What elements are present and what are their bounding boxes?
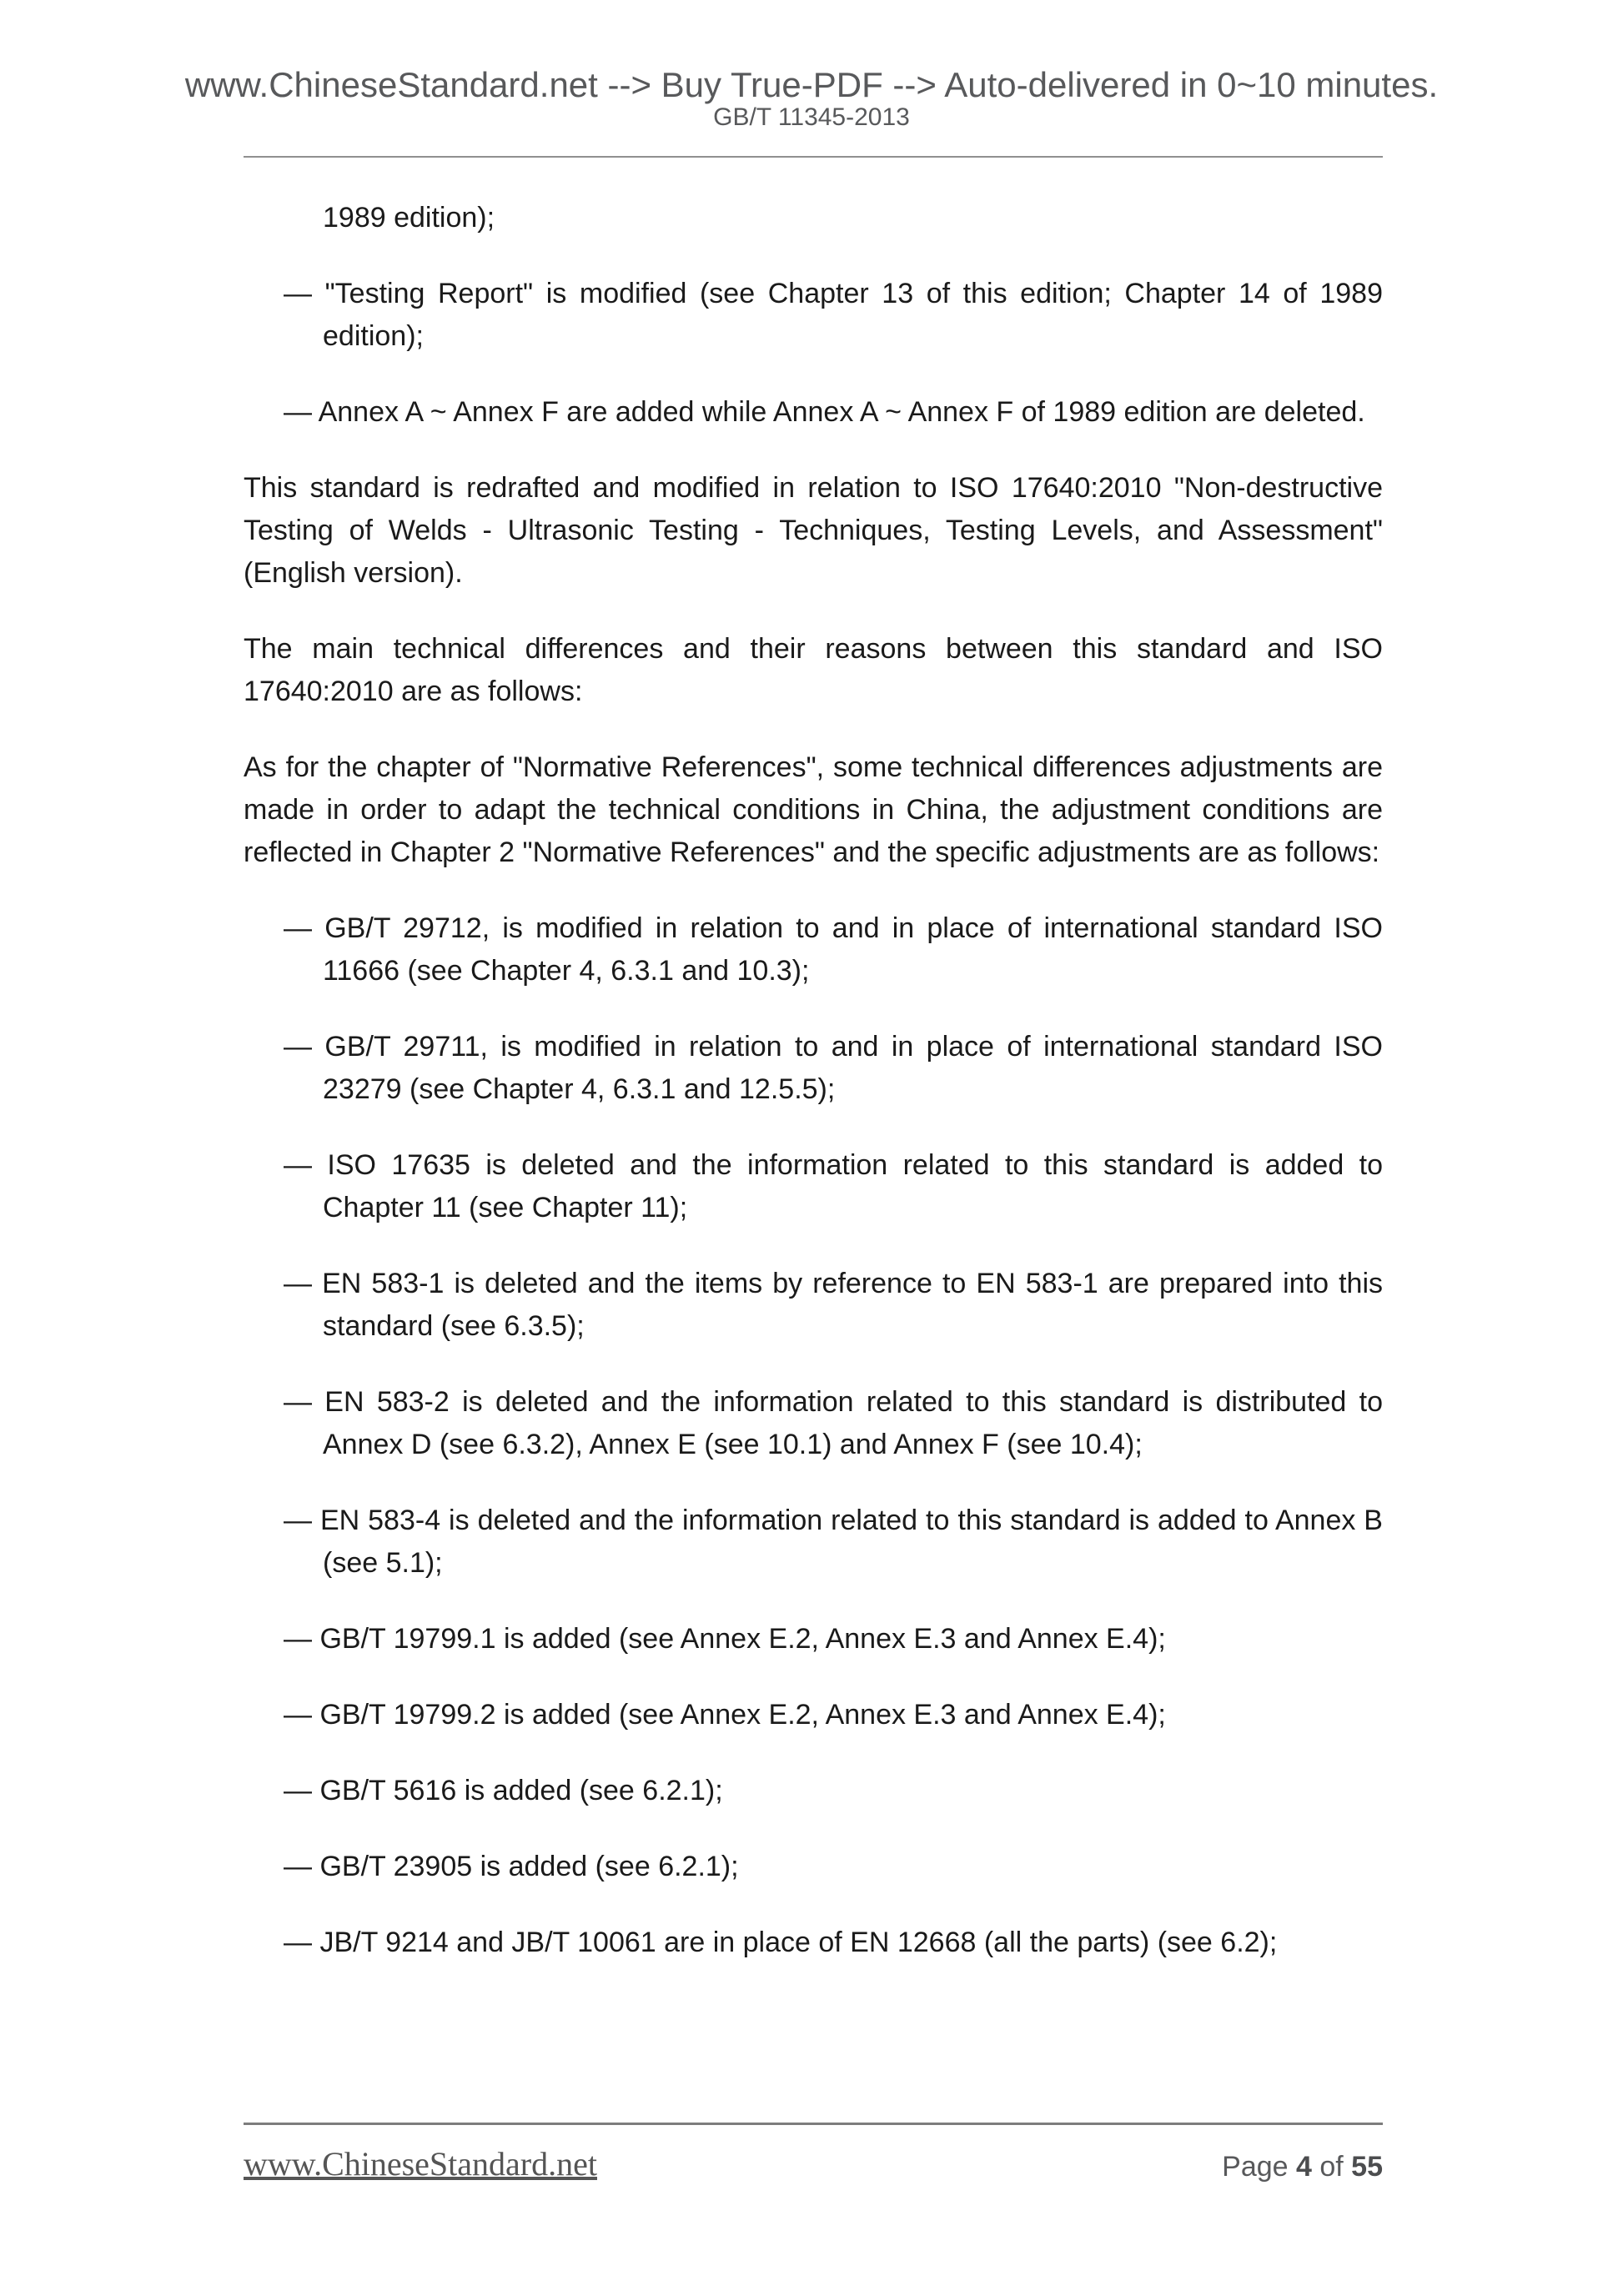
bullet-item: — EN 583-1 is deleted and the items by reference to EN 583-1 are prepared into this standard (see 6.3.5); <box>284 1268 1383 1342</box>
document-body <box>244 197 1383 1997</box>
paragraph: As for the chapter of "Normative References", some technical differences adjustments are made in order to adapt the technical conditions in China, the adjustment conditions are reflected in Chapter 2 "Normative References" and the specific adjustments are as follows: <box>244 751 1383 868</box>
page-number-current: 4 <box>1296 2151 1312 2183</box>
page-number-prefix: Page <box>1222 2151 1296 2183</box>
header-banner: www.ChineseStandard.net --> Buy True-PDF --> Auto-delivered in 0~10 minutes. <box>184 65 1439 104</box>
page-number <box>1222 2149 1383 2184</box>
paragraph: The main technical differences and their reasons between this standard and ISO 17640:2010 are as follows: <box>244 633 1383 707</box>
header-divider <box>244 156 1383 158</box>
document-number: GB/T 11345-2013 <box>713 103 910 131</box>
bullet-item: — GB/T 5616 is added (see 6.2.1); <box>284 1775 723 1806</box>
bullet-item: — EN 583-2 is deleted and the information related to this standard is distributed to Annex D (see 6.3.2), Annex E (see 10.1) and Annex F (see 10.4); <box>284 1386 1383 1460</box>
bullet-item: — EN 583-4 is deleted and the information related to this standard is added to Annex B (see 5.1); <box>284 1505 1383 1579</box>
bullet-item: — GB/T 29711, is modified in relation to and in place of international standard ISO 23279 (see Chapter 4, 6.3.1 and 12.5.5); <box>284 1031 1383 1105</box>
bullet-item: — "Testing Report" is modified (see Chapter 13 of this edition; Chapter 14 of 1989 edition); <box>284 278 1383 352</box>
bullet-item: — GB/T 19799.2 is added (see Annex E.2, Annex E.3 and Annex E.4); <box>284 1699 1166 1731</box>
page-number-total: 55 <box>1351 2151 1383 2183</box>
page-number-middle: of <box>1311 2151 1352 2183</box>
paragraph: This standard is redrafted and modified in relation to ISO 17640:2010 "Non-destructive Testing of Welds - Ultrasonic Testing - Techniques, Testing Levels, and Assessment" (English version). <box>244 472 1383 589</box>
footer-divider <box>244 2123 1383 2125</box>
continuation-line: 1989 edition); <box>323 202 495 234</box>
bullet-item: — Annex A ~ Annex F are added while Annex A ~ Annex F of 1989 edition are deleted. <box>284 396 1365 428</box>
footer-site-link[interactable]: www.ChineseStandard.net <box>244 2145 597 2183</box>
bullet-item: — GB/T 19799.1 is added (see Annex E.2, Annex E.3 and Annex E.4); <box>284 1623 1166 1655</box>
bullet-item: — GB/T 29712, is modified in relation to and in place of international standard ISO 11666 (see Chapter 4, 6.3.1 and 10.3); <box>284 912 1383 987</box>
bullet-item: — ISO 17635 is deleted and the information related to this standard is added to Chapter 11 (see Chapter 11); <box>284 1149 1383 1223</box>
bullet-item: — GB/T 23905 is added (see 6.2.1); <box>284 1851 739 1882</box>
bullet-item: — JB/T 9214 and JB/T 10061 are in place of EN 12668 (all the parts) (see 6.2); <box>284 1927 1278 1958</box>
